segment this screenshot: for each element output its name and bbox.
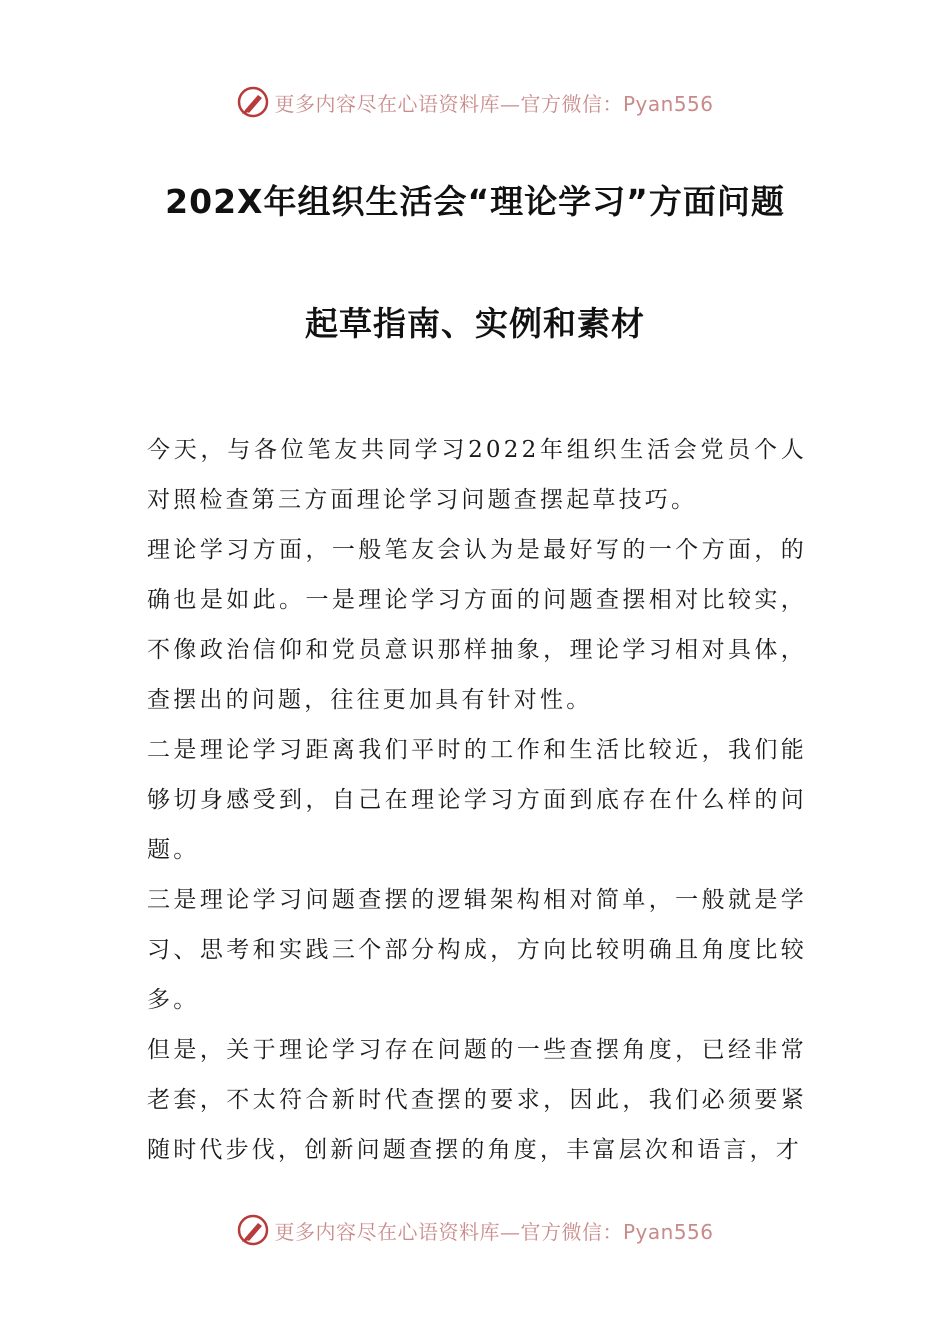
pen-logo-icon bbox=[236, 1213, 270, 1247]
pen-logo-icon bbox=[236, 85, 270, 119]
paragraph: 二是理论学习距离我们平时的工作和生活比较近，我们能够切身感受到，自己在理论学习方面到底存在什么样的问题。 bbox=[147, 737, 807, 863]
paragraph: 理论学习方面，一般笔友会认为是最好写的一个方面，的确也是如此。一是理论学习方面的问题查摆相对比较实，不像政治信仰和党员意识那样抽象，理论学习相对具体，查摆出的问题，往往更加具有针对性。 bbox=[147, 537, 807, 713]
banner-wechat-id: Pyan556 bbox=[622, 1219, 714, 1244]
document-title-line1: 202X年组织生活会“理论学习”方面问题 bbox=[165, 182, 785, 221]
banner-text bbox=[274, 88, 713, 117]
banner-label: 更多内容尽在心语资料库—官方微信： bbox=[274, 91, 623, 116]
paragraph: 今天，与各位笔友共同学习2022年组织生活会党员个人对照检查第三方面理论学习问题查摆起草技巧。 bbox=[147, 437, 807, 513]
document-title-line2: 起草指南、实例和素材 bbox=[305, 304, 645, 343]
banner-text bbox=[274, 1216, 713, 1245]
banner-wechat-id: Pyan556 bbox=[622, 91, 714, 116]
footer-banner bbox=[0, 1210, 950, 1250]
banner-label: 更多内容尽在心语资料库—官方微信： bbox=[274, 1219, 623, 1244]
paragraph: 三是理论学习问题查摆的逻辑架构相对简单，一般就是学习、思考和实践三个部分构成，方向比较明确且角度比较多。 bbox=[147, 887, 807, 1013]
header-banner bbox=[0, 82, 950, 122]
paragraph: 但是，关于理论学习存在问题的一些查摆角度，已经非常老套，不太符合新时代查摆的要求，因此，我们必须要紧随时代步伐，创新问题查摆的角度，丰富层次和语言，才 bbox=[147, 1037, 807, 1163]
document-body bbox=[147, 425, 807, 1175]
